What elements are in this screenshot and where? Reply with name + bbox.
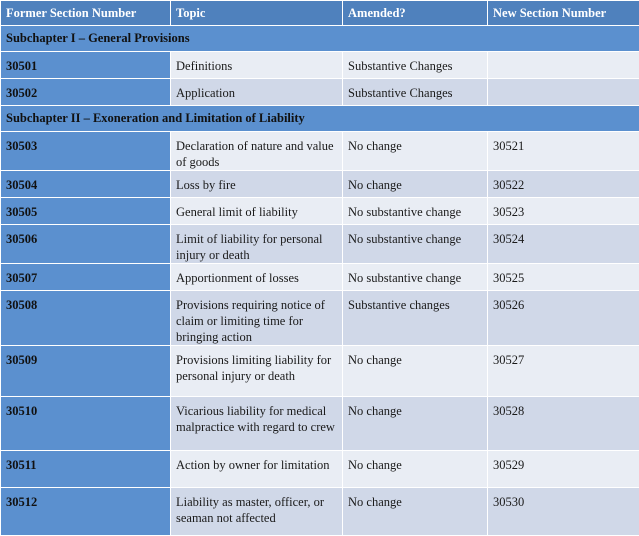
former-section-cell: 30511 <box>1 451 171 488</box>
topic-cell: General limit of liability <box>171 198 343 225</box>
amended-cell: No change <box>343 132 488 171</box>
table-row <box>1 451 639 488</box>
amended-cell: No change <box>343 171 488 198</box>
amended-cell: No change <box>343 346 488 397</box>
former-section-cell: 30507 <box>1 264 171 291</box>
table-row <box>1 291 639 346</box>
amended-cell: No change <box>343 451 488 488</box>
subchapter-row <box>1 106 639 132</box>
header-new-section-number: New Section Number <box>488 1 639 26</box>
new-section-cell <box>488 52 639 79</box>
header-former-section-number: Former Section Number <box>1 1 171 26</box>
amended-cell: Substantive changes <box>343 291 488 346</box>
table-body <box>1 26 639 536</box>
table-row <box>1 488 639 536</box>
header-row <box>1 1 639 26</box>
topic-cell: Action by owner for limitation <box>171 451 343 488</box>
table-row <box>1 225 639 264</box>
table-row <box>1 171 639 198</box>
topic-cell: Apportionment of losses <box>171 264 343 291</box>
new-section-cell: 30526 <box>488 291 639 346</box>
new-section-cell: 30524 <box>488 225 639 264</box>
new-section-cell: 30530 <box>488 488 639 536</box>
new-section-cell: 30523 <box>488 198 639 225</box>
subchapter-row <box>1 26 639 52</box>
table-row <box>1 346 639 397</box>
amended-cell: No change <box>343 488 488 536</box>
topic-cell: Definitions <box>171 52 343 79</box>
amended-cell: No substantive change <box>343 198 488 225</box>
topic-cell: Declaration of nature and value of goods <box>171 132 343 171</box>
table-row <box>1 397 639 451</box>
topic-cell: Loss by fire <box>171 171 343 198</box>
table-row <box>1 79 639 106</box>
amended-cell: No substantive change <box>343 225 488 264</box>
header-amended: Amended? <box>343 1 488 26</box>
topic-cell: Liability as master, officer, or seaman not affected <box>171 488 343 536</box>
table-row <box>1 264 639 291</box>
topic-cell: Vicarious liability for medical malpractice with regard to crew <box>171 397 343 451</box>
amended-cell: No substantive change <box>343 264 488 291</box>
former-section-cell: 30504 <box>1 171 171 198</box>
table-row <box>1 198 639 225</box>
table-row <box>1 52 639 79</box>
topic-cell: Limit of liability for personal injury or death <box>171 225 343 264</box>
new-section-cell: 30529 <box>488 451 639 488</box>
former-section-cell: 30510 <box>1 397 171 451</box>
amended-cell: Substantive Changes <box>343 52 488 79</box>
new-section-cell: 30522 <box>488 171 639 198</box>
subchapter-title: Subchapter I – General Provisions <box>1 26 639 52</box>
former-section-cell: 30501 <box>1 52 171 79</box>
new-section-cell: 30521 <box>488 132 639 171</box>
former-section-cell: 30508 <box>1 291 171 346</box>
former-section-cell: 30502 <box>1 79 171 106</box>
amended-cell: Substantive Changes <box>343 79 488 106</box>
new-section-cell <box>488 79 639 106</box>
topic-cell: Application <box>171 79 343 106</box>
subchapter-title: Subchapter II – Exoneration and Limitation of Liability <box>1 106 639 132</box>
header-topic: Topic <box>171 1 343 26</box>
former-section-cell: 30512 <box>1 488 171 536</box>
former-section-cell: 30503 <box>1 132 171 171</box>
table-header <box>1 1 639 26</box>
new-section-cell: 30525 <box>488 264 639 291</box>
former-section-cell: 30505 <box>1 198 171 225</box>
former-section-cell: 30506 <box>1 225 171 264</box>
table-row <box>1 132 639 171</box>
topic-cell: Provisions requiring notice of claim or limiting time for bringing action <box>171 291 343 346</box>
former-section-cell: 30509 <box>1 346 171 397</box>
amended-cell: No change <box>343 397 488 451</box>
topic-cell: Provisions limiting liability for personal injury or death <box>171 346 343 397</box>
new-section-cell: 30528 <box>488 397 639 451</box>
new-section-cell: 30527 <box>488 346 639 397</box>
